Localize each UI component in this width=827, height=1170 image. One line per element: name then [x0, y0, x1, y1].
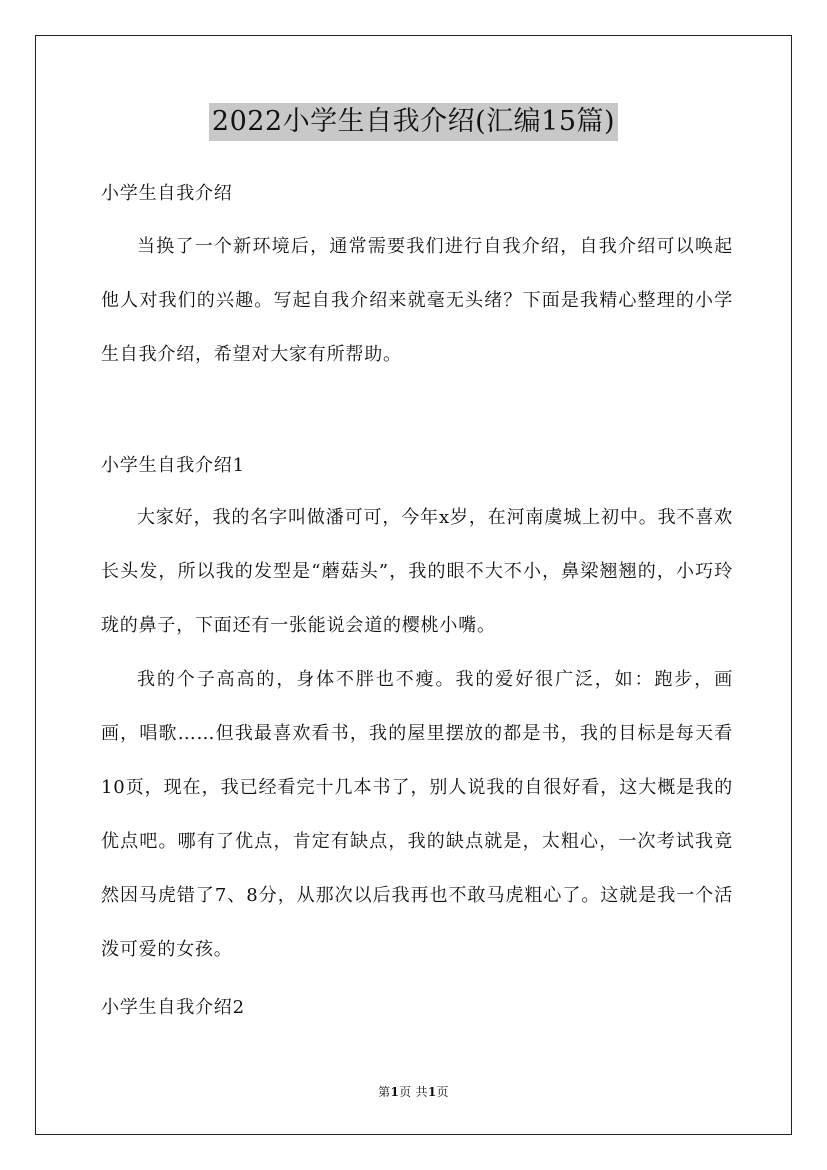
intro-body	[101, 220, 733, 382]
footer-suffix: 页	[436, 1085, 449, 1099]
document-title: 2022小学生自我介绍(汇编15篇)	[209, 103, 618, 141]
section-2	[101, 995, 733, 1021]
page-footer	[0, 1083, 827, 1100]
paragraph: 当换了一个新环境后，通常需要我们进行自我介绍，自我介绍可以唤起他人对我们的兴趣。写起自我介绍来就毫无头绪？下面是我精心整理的小学生自我介绍，希望对大家有所帮助。	[101, 236, 733, 365]
section-heading: 小学生自我介绍1	[101, 455, 245, 476]
paragraph: 我的个子高高的，身体不胖也不瘦。我的爱好很广泛，如：跑步，画画，唱歌……但我最喜欢看书，我的屋里摆放的都是书，我的目标是每天看10页，现在，我已经看完十几本书了，别人说我的自很好看，这大概是我的优点吧。哪有了优点，肯定有缺点，我的缺点就是，太粗心，一次考试我竟然因马虎错了7、8分，从那次以后我再也不敢马虎粗心了。这就是我一个活泼可爱的女孩。	[101, 669, 733, 960]
section-intro	[101, 181, 733, 207]
footer-mid: 页 共	[399, 1085, 428, 1099]
section-1	[101, 453, 733, 479]
total-pages: 1	[427, 1085, 437, 1099]
section-1-body	[101, 491, 733, 977]
paragraph: 大家好，我的名字叫做潘可可，今年x岁，在河南虞城上初中。我不喜欢长头发，所以我的发型是“蘑菇头”，我的眼不大不小，鼻梁翘翘的，小巧玲珑的鼻子，下面还有一张能说会道的樱桃小嘴。	[101, 507, 733, 636]
page-number: 1	[390, 1085, 400, 1099]
footer-prefix: 第	[378, 1085, 391, 1099]
section-heading: 小学生自我介绍2	[101, 997, 245, 1018]
section-heading: 小学生自我介绍	[101, 183, 233, 204]
title-wrap	[0, 103, 827, 141]
